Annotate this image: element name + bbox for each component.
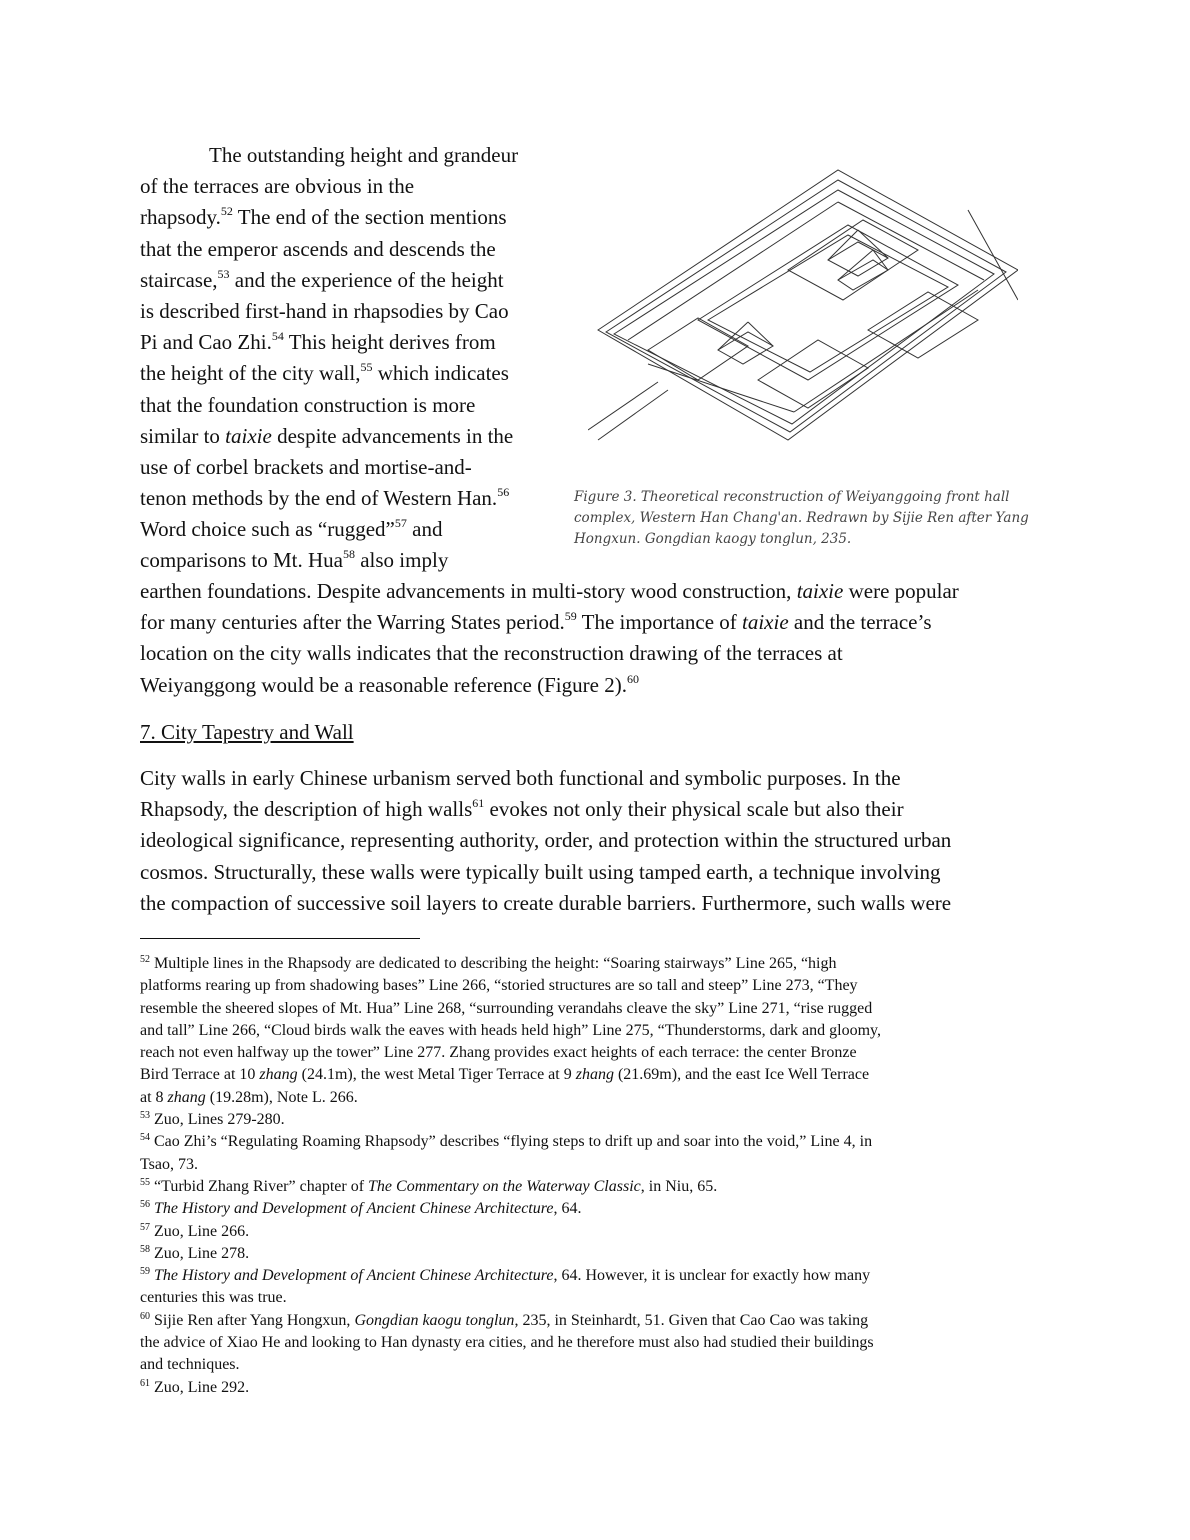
footnote-line	[140, 1221, 1055, 1243]
footnote-line	[140, 1354, 1055, 1376]
figure-caption	[574, 487, 1054, 550]
text-run: The end of the section mentions	[232, 205, 507, 230]
text-run: and tall” Line 266, “Cloud birds walk the eaves with heads held high” Line 275, “Thunderstorms, dark and gloomy,	[140, 1021, 882, 1039]
italic-term: The History and Development of Ancient Chinese Architecture	[154, 1200, 554, 1218]
body-line	[140, 888, 1052, 919]
body-line	[140, 638, 1052, 669]
footnote-line	[140, 1243, 1055, 1265]
text-run: at 8	[140, 1088, 168, 1106]
footnote-line	[140, 1377, 1055, 1399]
text-run: cosmos. Structurally, these walls were typically built using tamped earth, a technique involving	[140, 859, 941, 884]
italic-term: taixie	[742, 610, 789, 635]
body-line	[140, 545, 560, 576]
text-run: Multiple lines in the Rhapsody are dedicated to describing the height: “Soaring stairways” Line 265, “high	[150, 955, 837, 972]
wrapped-paragraph	[140, 140, 560, 577]
footnote-line	[140, 1287, 1055, 1309]
body-line	[140, 358, 560, 389]
text-run: (24.1m), the west Metal Tiger Terrace at 9	[297, 1066, 576, 1084]
main-hall	[828, 242, 888, 276]
text-run: also imply	[354, 548, 449, 573]
body-line	[140, 452, 560, 483]
footnote-line	[140, 1064, 1055, 1086]
italic-term: Gongdian kaogu tonglun	[354, 1311, 515, 1329]
text-run: Zuo, Line 278.	[150, 1244, 250, 1262]
italic-term: taixie	[796, 579, 844, 603]
footnote-ref: 61	[140, 1377, 150, 1389]
body-line	[140, 327, 560, 358]
continued-paragraph	[140, 576, 1052, 701]
footnote-ref: 57	[140, 1221, 150, 1233]
text-run: “Turbid Zhang River” chapter of	[150, 1177, 369, 1195]
text-run: of the terraces are obvious in the	[140, 174, 415, 199]
body-line	[140, 857, 1052, 888]
footnote-ref: 56	[497, 485, 510, 500]
footnote-ref: 60	[140, 1310, 150, 1322]
footnote-line	[140, 975, 1055, 997]
footnote-ref: 54	[140, 1132, 150, 1144]
text-run: that the emperor ascends and descends the	[140, 236, 496, 261]
body-line	[140, 825, 1052, 856]
italic-term: zhang	[575, 1066, 614, 1084]
text-run: which indicates	[372, 361, 509, 386]
footnote-divider	[140, 938, 420, 939]
footnote-ref: 59	[564, 609, 577, 624]
text-run: and	[406, 517, 443, 542]
footnote-line	[140, 998, 1055, 1020]
text-run: Bird Terrace at 10	[140, 1066, 260, 1084]
body-line	[140, 576, 1052, 607]
footnote-ref: 60	[626, 671, 639, 686]
caption-line: Figure 3. Theoretical reconstruction of Weiyanggoing front hall	[574, 489, 1010, 505]
italic-term: The Commentary on the Waterway Classic	[368, 1177, 641, 1195]
body-line	[140, 140, 560, 171]
text-run: comparisons to Mt. Hua	[140, 548, 343, 573]
italic-term: zhang	[167, 1088, 206, 1106]
footnote-line	[140, 1042, 1055, 1064]
body-line	[140, 670, 1052, 701]
caption-line: complex, Western Han Chang'an. Redrawn by Sijie Ren after Yang	[574, 510, 1029, 526]
body-line	[140, 421, 560, 452]
text-run: Pi and Cao Zhi.	[140, 330, 272, 355]
text-run: Cao Zhi’s “Regulating Roaming Rhapsody” describes “flying steps to drift up and soar into the void,” Line 4, in	[150, 1133, 873, 1151]
body-line	[140, 390, 560, 421]
footnote-ref: 57	[394, 516, 407, 531]
text-run: , 235, in Steinhardt, 51. Given that Cao Cao was taking	[514, 1311, 869, 1329]
body-line	[140, 514, 560, 545]
text-run: , in Niu, 65.	[640, 1177, 718, 1195]
text-run: that the foundation construction is more	[140, 392, 476, 417]
text-run: The importance of	[576, 610, 743, 635]
text-run: Zuo, Line 266.	[150, 1222, 250, 1240]
text-run: centuries this was true.	[140, 1289, 287, 1307]
text-run: and techniques.	[140, 1356, 240, 1374]
text-run: (19.28m), Note L. 266.	[205, 1088, 358, 1106]
text-run: similar to	[140, 423, 226, 448]
section-heading: 7. City Tapestry and Wall	[140, 720, 354, 744]
footnotes	[140, 953, 1055, 1399]
body-line	[140, 763, 1052, 794]
figure-reconstruction-drawing	[588, 150, 1018, 446]
text-run: rhapsody.	[140, 205, 221, 230]
palace-complex-illustration	[588, 150, 1018, 446]
footnote-line	[140, 1176, 1055, 1198]
footnote-line	[140, 1020, 1055, 1042]
text-run: for many centuries after the Warring States period.	[140, 610, 565, 635]
text-run: earthen foundations. Despite advancements in multi-story wood construction,	[140, 579, 797, 603]
text-run: , 64. However, it is unclear for exactly how many	[553, 1267, 871, 1285]
footnote-line	[140, 1332, 1055, 1354]
text-run: The outstanding height and grandeur	[209, 143, 519, 167]
text-run: (21.69m), and the east Ice Well Terrace	[613, 1066, 870, 1084]
italic-term: The History and Development of Ancient Chinese Architecture	[154, 1267, 554, 1285]
text-run: evokes not only their physical scale but also their	[484, 797, 904, 822]
footnote-ref: 55	[140, 1176, 150, 1188]
text-run: , 64.	[553, 1200, 582, 1218]
text-run: is described first-hand in rhapsodies by Cao	[140, 298, 509, 323]
text-run: Zuo, Line 292.	[150, 1378, 250, 1396]
footnote-line	[140, 1198, 1055, 1220]
text-run: City walls in early Chinese urbanism served both functional and symbolic purposes. In the	[140, 766, 901, 790]
italic-term: zhang	[259, 1066, 298, 1084]
body-line	[140, 234, 560, 265]
footnote-line	[140, 1131, 1055, 1153]
text-run: ideological significance, representing authority, order, and protection within the structured urban	[140, 828, 952, 853]
body-line	[140, 202, 560, 233]
text-run: Zuo, Lines 279-280.	[150, 1111, 285, 1129]
footnote-ref: 52	[220, 204, 233, 219]
footnote-ref: 52	[140, 954, 150, 965]
footnote-ref: 53	[140, 1110, 150, 1122]
body-line	[140, 171, 560, 202]
footnote-line	[140, 1109, 1055, 1131]
footnote-ref: 56	[140, 1199, 150, 1211]
body-line	[140, 483, 560, 514]
footnote-line	[140, 1154, 1055, 1176]
footnote-ref: 55	[360, 360, 373, 375]
text-run: Rhapsody, the description of high walls	[140, 797, 473, 822]
text-run: use of corbel brackets and mortise-and-	[140, 454, 472, 479]
text-run: despite advancements in the	[271, 423, 514, 448]
footnote-ref: 59	[140, 1266, 150, 1278]
text-run: the advice of Xiao He and looking to Han dynasty era cities, and he therefore must also had studied their buildings	[140, 1334, 874, 1352]
footnote-ref: 54	[271, 329, 284, 344]
text-run: This height derives from	[283, 330, 496, 355]
footnote-line	[140, 1265, 1055, 1287]
text-run: staircase,	[140, 267, 218, 292]
text-run: reach not even halfway up the tower” Line 277. Zhang provides exact heights of each terrace: the center Bronze	[140, 1044, 857, 1062]
text-run: platforms rearing up from shadowing bases” Line 266, “storied structures are so tall and steep” Line 273, “They	[140, 977, 858, 995]
text-run: Word choice such as “rugged”	[140, 517, 395, 542]
text-run: were popular	[843, 579, 959, 603]
body-line	[140, 794, 1052, 825]
text-run: Sijie Ren after Yang Hongxun,	[150, 1311, 355, 1329]
text-run: the compaction of successive soil layers to create durable barriers. Furthermore, such walls were	[140, 890, 952, 915]
text-run: and the terrace’s	[788, 610, 932, 635]
text-run: Weiyanggong would be a reasonable reference (Figure 2).	[140, 672, 627, 697]
text-run: resemble the sheered slopes of Mt. Hua” Line 268, “surrounding verandahs cleave the sky” Line 271, “rise rugged	[140, 999, 873, 1017]
text-run: tenon methods by the end of Western Han.	[140, 486, 498, 511]
footnote-ref: 58	[140, 1243, 150, 1255]
body-line	[140, 296, 560, 327]
text-run: the height of the city wall,	[140, 361, 361, 386]
body-line	[140, 265, 560, 296]
footnote-line	[140, 953, 1055, 975]
footnote-ref: 53	[217, 266, 230, 281]
caption-line: Hongxun. Gongdian kaogy tonglun, 235.	[574, 531, 852, 547]
text-run: and the experience of the height	[229, 267, 504, 292]
italic-term: taixie	[225, 423, 272, 448]
footnote-ref: 58	[342, 547, 355, 562]
text-run: location on the city walls indicates that the reconstruction drawing of the terraces at	[140, 641, 843, 666]
footnote-ref: 61	[472, 796, 485, 811]
footnote-line	[140, 1310, 1055, 1332]
footnote-line	[140, 1087, 1055, 1109]
body-line	[140, 607, 1052, 638]
text-run: Tsao, 73.	[140, 1155, 198, 1173]
section-paragraph	[140, 763, 1052, 919]
